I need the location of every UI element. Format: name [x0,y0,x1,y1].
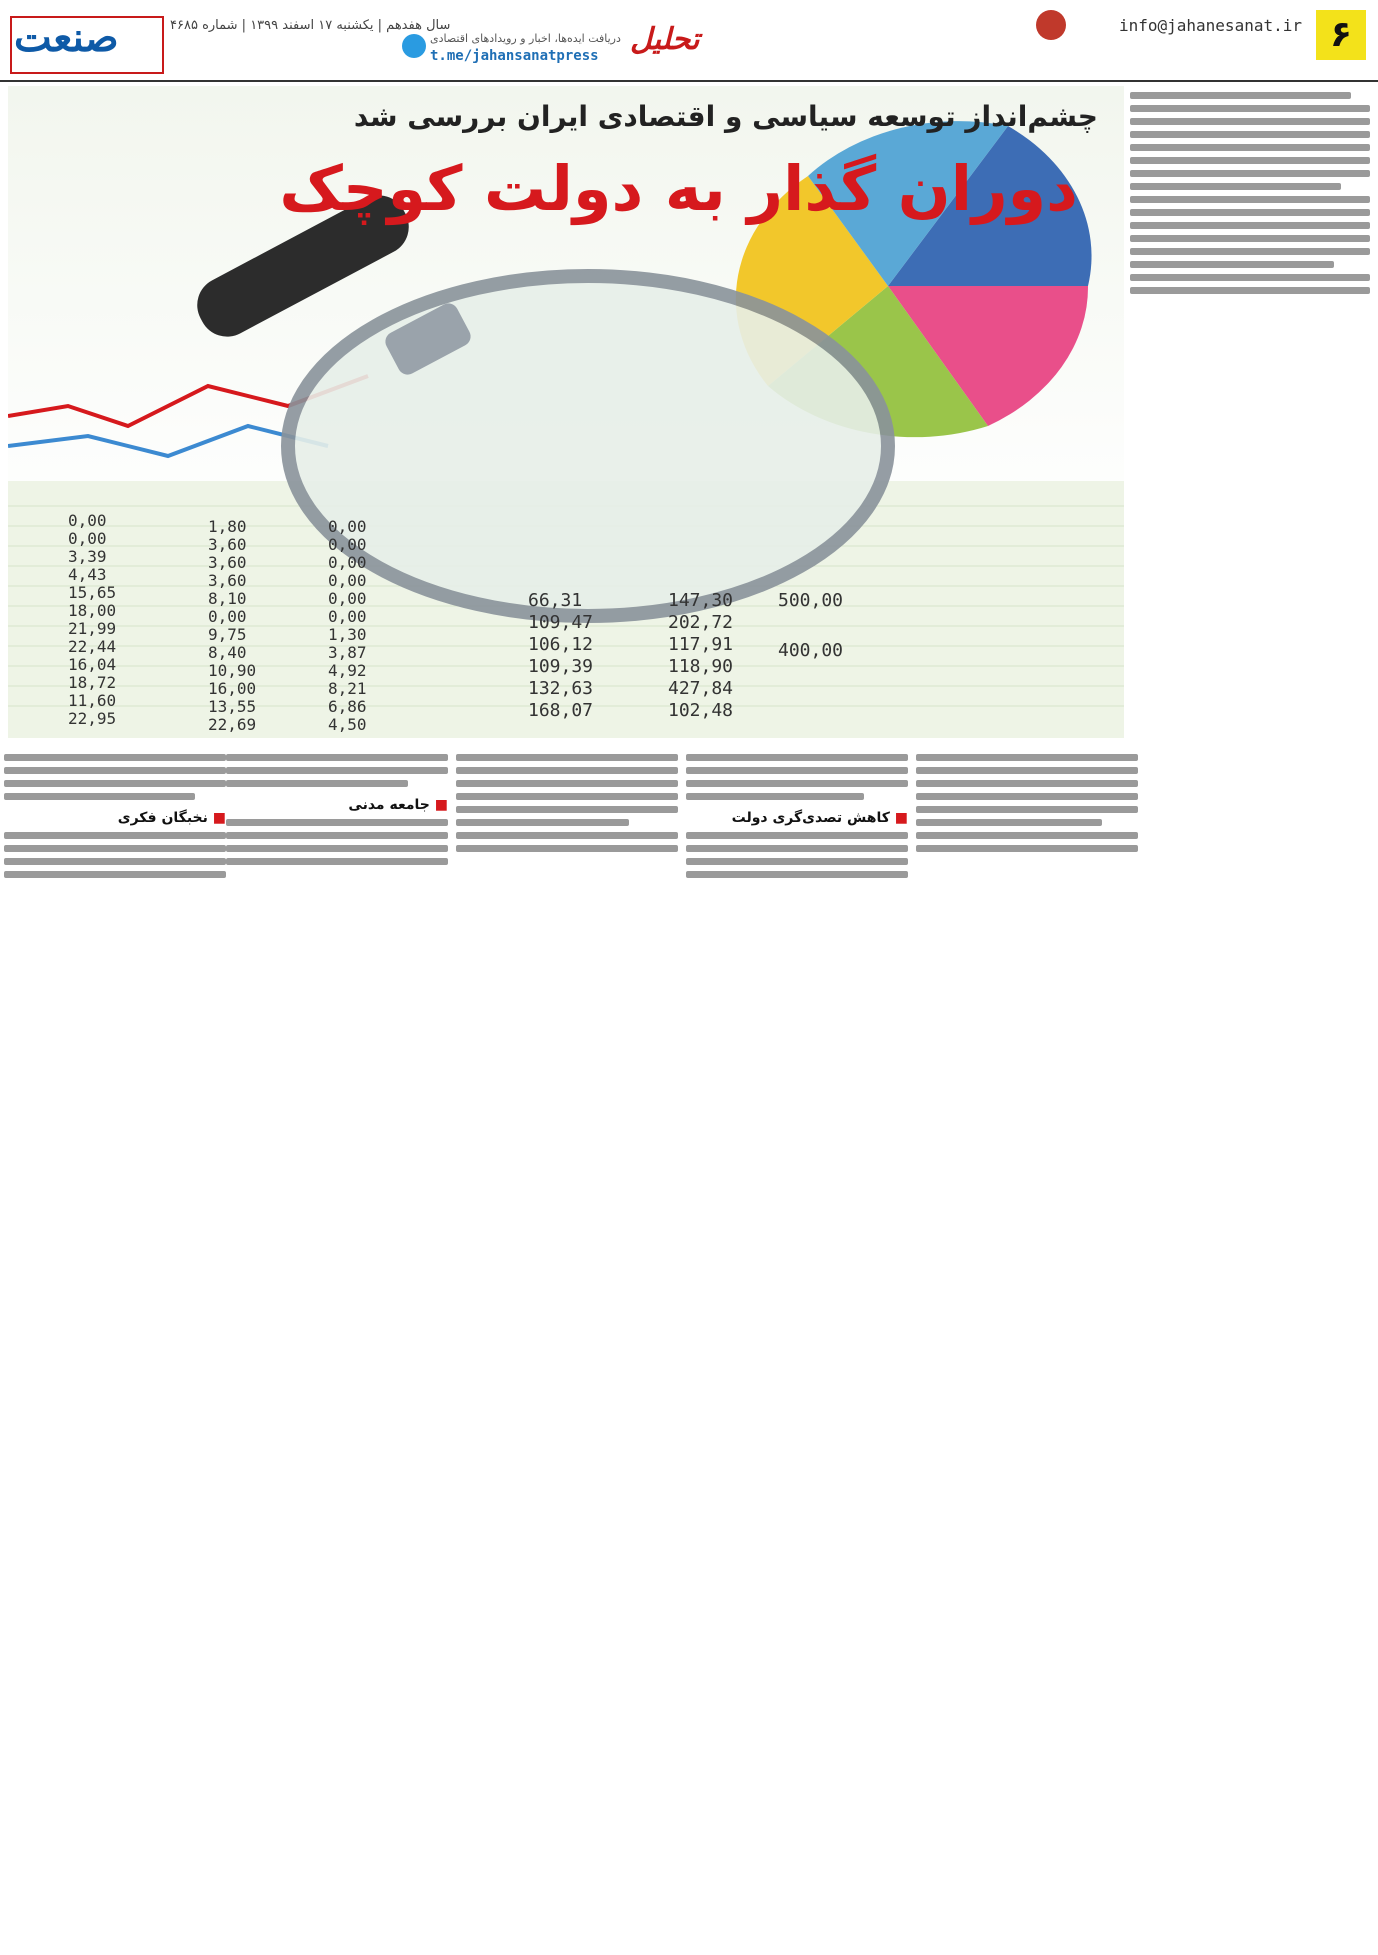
table-number-b-0: 147,30 [668,590,734,611]
right-number-8: 4,92 [328,661,367,680]
mid-number-9: 16,00 [208,679,257,698]
header-rule [0,80,1378,82]
column-4-text [226,748,448,1946]
left-number-7: 22,44 [68,637,117,656]
mid-number-6: 9,75 [208,625,247,644]
left-number-8: 16,04 [68,655,117,674]
column-1-text [916,748,1138,1946]
table-number-b-1: 202,72 [668,612,734,633]
subhead-intellectual-elites: ■ نخبگان فکری [4,810,226,826]
table-right-number-1: 400,00 [778,640,844,661]
newspaper-logo: صنعت [14,14,119,61]
left-number-5: 18,00 [68,601,117,620]
table-number-b-4: 427,84 [668,678,734,699]
table-number-1: 109,47 [528,612,594,633]
side-column-text [1130,86,1370,1946]
table-number-b-2: 117,91 [668,634,734,655]
page-number: ۶ [1316,10,1366,60]
right-number-6: 1,30 [328,625,367,644]
left-number-11: 22,95 [68,709,117,728]
article-headline: دوران گذار به دولت کوچک [279,152,1078,225]
table-right-number-0: 500,00 [778,590,844,611]
mid-number-1: 3,60 [208,535,247,554]
left-number-6: 21,99 [68,619,117,638]
mid-number-7: 8,40 [208,643,247,662]
mid-number-11: 22,69 [208,715,257,734]
telegram-link[interactable]: t.me/jahansanatpress [430,48,599,64]
section-title: تحلیل [630,22,700,57]
left-number-10: 11,60 [68,691,117,710]
left-number-2: 3,39 [68,547,107,566]
table-number-4: 132,63 [528,678,594,699]
telegram-caption: دریافت ایده‌ها، اخبار و رویدادهای اقتصادی [430,32,621,45]
column-2-text [686,748,908,1946]
table-number-5: 168,07 [528,700,594,721]
table-number-b-3: 118,90 [668,656,734,677]
mid-number-10: 13,55 [208,697,257,716]
mid-number-3: 3,60 [208,571,247,590]
left-number-1: 0,00 [68,529,107,548]
left-number-3: 4,43 [68,565,107,584]
column-3-text [456,748,678,1946]
column-5-text [4,748,226,1946]
left-number-4: 15,65 [68,583,117,602]
right-number-5: 0,00 [328,607,367,626]
contact-email[interactable]: info@jahanesanat.ir [1118,16,1302,35]
right-number-3: 0,00 [328,571,367,590]
mid-number-8: 10,90 [208,661,257,680]
issue-meta: سال هفدهم | یکشنبه ۱۷ اسفند ۱۳۹۹ | شماره ۴۶۸۵ [170,18,451,33]
article-kicker: چشم‌انداز توسعه سیاسی و اقتصادی ایران بررسی شد [353,100,1098,133]
right-number-0: 0,00 [328,517,367,536]
mail-icon [1036,10,1066,40]
mid-number-4: 8,10 [208,589,247,608]
page-header [0,0,1378,78]
telegram-icon [402,34,426,58]
right-number-4: 0,00 [328,589,367,608]
table-number-2: 106,12 [528,634,594,655]
left-number-9: 18,72 [68,673,117,692]
left-number-0: 0,00 [68,511,107,530]
subhead-reduce-state: ■ کاهش تصدی‌گری دولت [686,810,908,826]
subhead-civil-society: ■ جامعه مدنی [226,797,448,813]
right-number-10: 6,86 [328,697,367,716]
table-number-0: 66,31 [528,590,583,611]
mid-number-0: 1,80 [208,517,247,536]
table-number-3: 109,39 [528,656,594,677]
mid-number-2: 3,60 [208,553,247,572]
right-number-2: 0,00 [328,553,367,572]
right-number-1: 0,00 [328,535,367,554]
right-number-9: 8,21 [328,679,367,698]
right-number-7: 3,87 [328,643,367,662]
table-number-b-5: 102,48 [668,700,734,721]
right-number-11: 4,50 [328,715,367,734]
mid-number-5: 0,00 [208,607,247,626]
